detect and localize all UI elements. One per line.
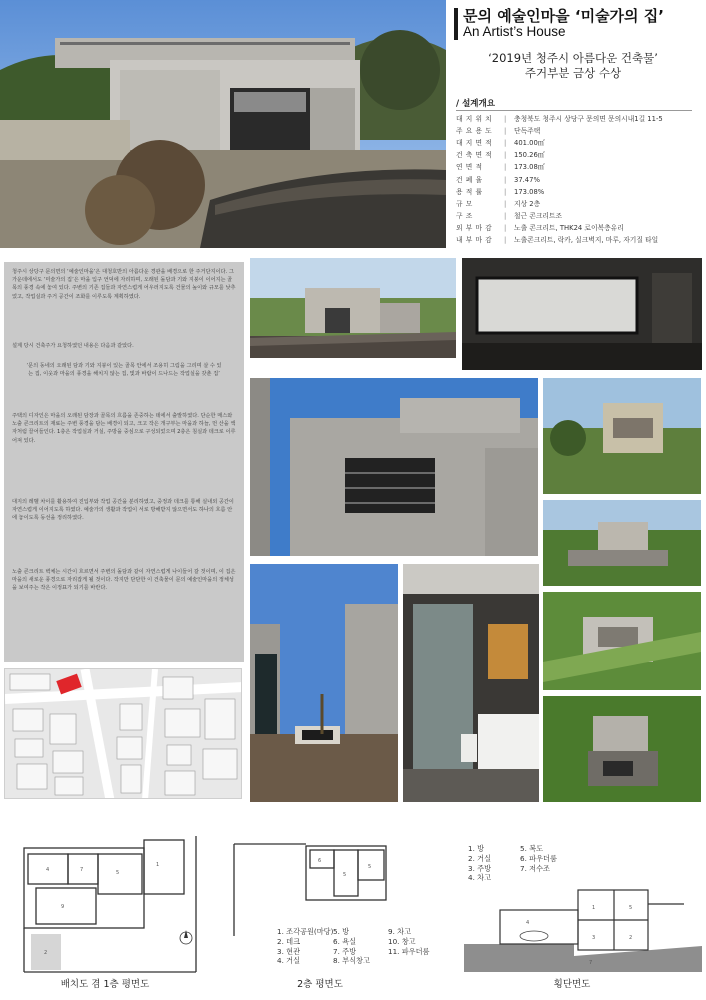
courtyard-wall-photo (250, 378, 538, 556)
spec-label: 주 요 용 도 (456, 127, 493, 136)
page-title-english: An Artist’s House (463, 24, 566, 39)
spec-label: 건 폐 율 (456, 175, 483, 184)
spec-row (456, 222, 696, 235)
plan-legend-column-1: 1. 조각공원(마당) 2. 데크 3. 현관 4. 거실 (277, 927, 334, 966)
front-exterior-photo (250, 258, 456, 358)
spec-label: 용 적 률 (456, 187, 483, 196)
spec-separator: | (504, 199, 507, 208)
bathroom-photo (403, 564, 539, 802)
svg-text:5: 5 (343, 872, 347, 878)
svg-text:1: 1 (592, 905, 596, 911)
spec-separator: | (504, 211, 507, 220)
page-title-korean: 문의 예술인마을 ‘미술가의 집’ (463, 7, 664, 25)
description-paragraph: 청주시 상당구 문의면의 ‘예술인마을’은 대청호반의 아름다운 경관을 배경으로 한 주거단지이다. 그 가운데에서도 ‘미술가의 집’은 마을 입구 언덕에 자리하며, 오래된 돌담과 기와 지붕이 이어지는 골목의 풍경 속에 놓여 있다. 주변의 기존 집들과 자연스럽게 어우러지도록 건물의 높이와 규모를 낮추었고, 작업실과 주거 공간이 조화를 이루도록 계획하였다. (12, 269, 236, 300)
spec-value: 노출 콘크리트, THK24 로이복층유리 (514, 223, 624, 232)
spec-label: 규 모 (456, 199, 473, 208)
spec-label: 대 지 위 치 (456, 115, 493, 123)
description-paragraph: 주택의 디자인은 마을의 오래된 담장과 골목의 흐름을 존중하는 데에서 출발하였다. 단순한 매스와 노출 콘크리트의 재료는 주변 풍경을 담는 배경이 되고, 크고 작은 개구부는 마을과 하늘, 먼 산을 액자처럼 끌어들인다. 1층은 작업실과 거실, 주방을 중심으로 구성되었으며 2층은 침실과 데크로 이루어져 있다. (12, 413, 236, 444)
spec-row (456, 137, 696, 150)
section-caption: 횡단면도 (553, 979, 591, 990)
aerial-view-photo-2 (543, 500, 701, 586)
spec-value: 173.08% (514, 187, 545, 196)
spec-separator: | (504, 187, 507, 196)
plan-legend-column-2: 5. 방 6. 욕실 7. 주방 8. 부식창고 (333, 927, 370, 966)
section-legend-left: 1. 방 2. 거실 3. 주방 4. 차고 (468, 844, 492, 883)
spec-separator: | (504, 223, 507, 232)
description-panel (4, 262, 244, 662)
spec-value: 150.26㎡ (514, 151, 545, 160)
spec-row (456, 149, 696, 162)
spec-label: 건 축 면 적 (456, 151, 493, 160)
spec-label: 내 부 마 감 (456, 236, 493, 244)
award-subtitle: 주거부분 금상 수상 (524, 66, 622, 80)
spec-value: 173.08㎡ (514, 163, 545, 172)
description-paragraph: 대지의 레벨 차이를 활용하여 진입부와 작업 공간을 분리하였고, 중정과 데크를 통해 실내외 공간이 자연스럽게 이어지도록 하였다. 예술가의 생활과 작업이 서로 방해받지 않으면서도 하나의 흐름 안에 놓이도록 동선을 정리하였다. (12, 499, 234, 522)
spec-value: 37.47% (514, 175, 540, 184)
award-title: ‘2019년 청주시 아름다운 건축물’ (488, 51, 658, 65)
spec-separator: | (504, 175, 507, 184)
svg-text:7: 7 (589, 960, 593, 966)
svg-text:5: 5 (368, 864, 372, 870)
spec-value: 노출콘크리트, 락카, 실크벽지, 마루, 자기질 타일 (514, 236, 659, 244)
svg-text:5: 5 (629, 905, 633, 911)
plan-caption-first-floor: 배치도 겸 1층 평면도 (60, 979, 150, 990)
spec-row (456, 174, 696, 187)
svg-text:9: 9 (61, 904, 65, 910)
spec-row (456, 234, 696, 247)
description-paragraph: 노출 콘크리트 벽체는 시간이 흐르면서 주변의 돌담과 같이 자연스럽게 나이들어 갈 것이며, 이 집은 마을의 새로운 풍경으로 자리잡게 될 것이다. 작지만 단단한 이 건축물이 문의 예술인마을의 정체성을 보여주는 작은 이정표가 되기를 바란다. (12, 569, 236, 592)
plan-legend-column-3: 9. 차고 10. 창고 11. 파우더룸 (388, 927, 430, 956)
aerial-view-photo-3 (543, 592, 701, 690)
spec-separator: | (504, 151, 507, 160)
svg-text:7: 7 (80, 867, 84, 873)
svg-text:2: 2 (44, 950, 48, 956)
spec-separator: | (504, 115, 507, 123)
svg-text:4: 4 (46, 867, 50, 873)
spec-divider (456, 110, 692, 111)
interior-window-photo (462, 258, 702, 370)
svg-text:5: 5 (116, 870, 120, 876)
spec-value: 충청북도 청주시 상당구 문의면 문의시내1길 11-5 (514, 115, 663, 123)
deck-courtyard-photo (250, 564, 398, 802)
spec-separator: | (504, 127, 507, 136)
second-floor-plan (228, 826, 420, 938)
section-legend-right: 5. 복도 6. 파우더룸 7. 저수조 (520, 844, 557, 873)
hero-exterior-photo (0, 0, 446, 248)
spec-row (456, 125, 696, 138)
svg-text:2: 2 (629, 935, 633, 941)
spec-separator: | (504, 163, 507, 172)
spec-label: 외 부 마 감 (456, 223, 493, 232)
spec-label: 구 조 (456, 211, 473, 220)
spec-row (456, 113, 696, 126)
title-accent-bar (454, 8, 458, 40)
spec-row (456, 161, 696, 174)
spec-value: 철근 콘크리트조 (514, 211, 563, 220)
location-map (4, 668, 242, 799)
spec-label: 대 지 면 적 (456, 139, 493, 148)
spec-separator: | (504, 236, 507, 244)
svg-text:1: 1 (156, 862, 160, 868)
spec-row (456, 210, 696, 223)
spec-row (456, 198, 696, 211)
spec-value: 지상 2층 (514, 199, 541, 208)
svg-text:4: 4 (526, 920, 530, 926)
site-and-first-floor-plan (6, 826, 200, 976)
spec-value: 401.00㎡ (514, 139, 545, 148)
description-paragraph: 설계 당시 건축주가 요청하였던 내용은 다음과 같았다. (12, 343, 134, 349)
spec-separator: | (504, 139, 507, 148)
client-quote: ‘문의 동네의 오래된 담과 기와 지붕이 있는 골목 안에서 조용히 그림을 그리며 살 수 있는 집, 이웃과 마을의 풍경을 해치지 않는 집, 빛과 바람이 드나드는 작업실을 갖춘 집’ (26, 363, 222, 378)
aerial-view-photo-1 (543, 378, 701, 494)
spec-heading: / 설계개요 (456, 99, 495, 109)
svg-text:6: 6 (318, 858, 322, 864)
aerial-view-photo-4 (543, 696, 701, 802)
spec-label: 연 면 적 (456, 163, 483, 172)
spec-value: 단독주택 (514, 127, 541, 136)
svg-text:3: 3 (592, 935, 596, 941)
cross-section-drawing (464, 884, 702, 972)
spec-row (456, 186, 696, 199)
plan-caption-second-floor: 2층 평면도 (297, 979, 343, 990)
